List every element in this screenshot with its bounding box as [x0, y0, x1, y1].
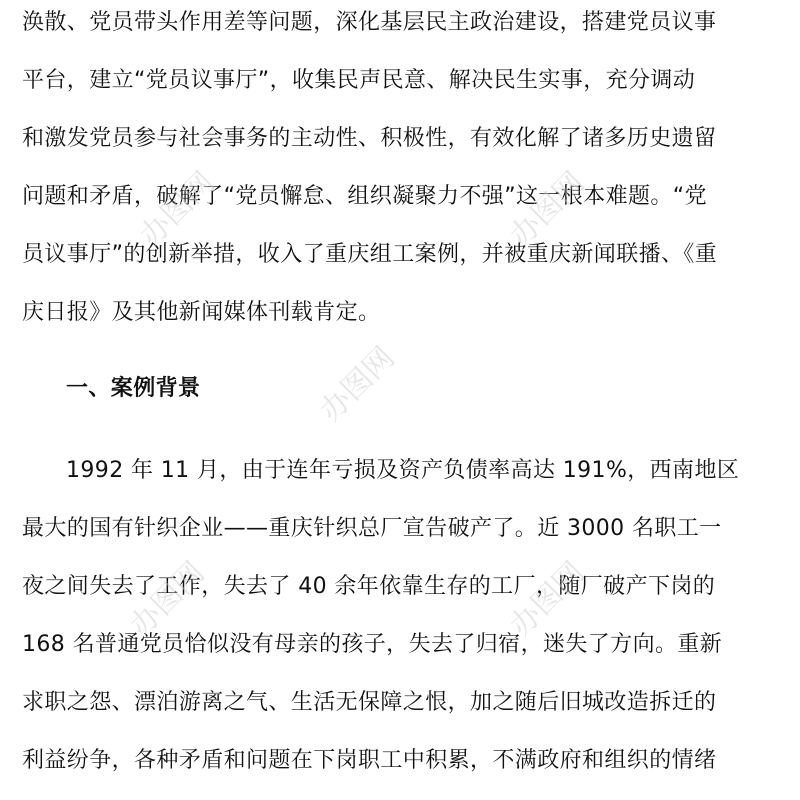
paragraph-2-line: 最大的国有针织企业——重庆针织总厂宣告破产了。近 3000 名职工一 — [22, 516, 722, 541]
paragraph-2-line: 利益纷争，各种矛盾和问题在下岗职工中积累，不满政府和组织的情绪 — [22, 748, 717, 773]
paragraph-1-line: 和激发党员参与社会事务的主动性、积极性，有效化解了诸多历史遗留 — [22, 126, 717, 151]
paragraph-2-line: 夜之间失去了工作，失去了 40 余年依靠生存的工厂，随厂破产下岗的 — [22, 574, 716, 599]
paragraph-2-line: 168 名普通党员恰似没有母亲的孩子，失去了归宿，迷失了方向。重新 — [22, 632, 723, 657]
paragraph-1-line: 涣散、党员带头作用差等问题，深化基层民主政治建设，搭建党员议事 — [22, 10, 717, 35]
watermark: 办图网 — [503, 555, 592, 644]
paragraph-2-line: 1992 年 11 月，由于连年亏损及资产负债率高达 191%，西南地区 — [66, 458, 740, 483]
paragraph-1-line: 员议事厅”的创新举措，收入了重庆组工案例，并被重庆新闻联播、《重 — [22, 242, 718, 267]
watermark: 办图网 — [133, 165, 222, 254]
paragraph-1-line: 平台，建立“党员议事厅”，收集民声民意、解决民生实事，充分调动 — [22, 68, 696, 93]
paragraph-1-line: 庆日报》及其他新闻媒体刊载肯定。 — [22, 300, 381, 325]
paragraph-1-line: 问题和矛盾，破解了“党员懈怠、组织凝聚力不强”这一根本难题。“党 — [22, 184, 707, 209]
watermark: 办图网 — [313, 340, 402, 429]
paragraph-2-line: 求职之怨、漂泊游离之气、生活无保障之恨，加之随后旧城改造拆迁的 — [22, 690, 717, 715]
section-heading: 一、案例背景 — [66, 376, 201, 401]
watermark: 办图网 — [503, 165, 592, 254]
watermark: 办图网 — [123, 555, 212, 644]
